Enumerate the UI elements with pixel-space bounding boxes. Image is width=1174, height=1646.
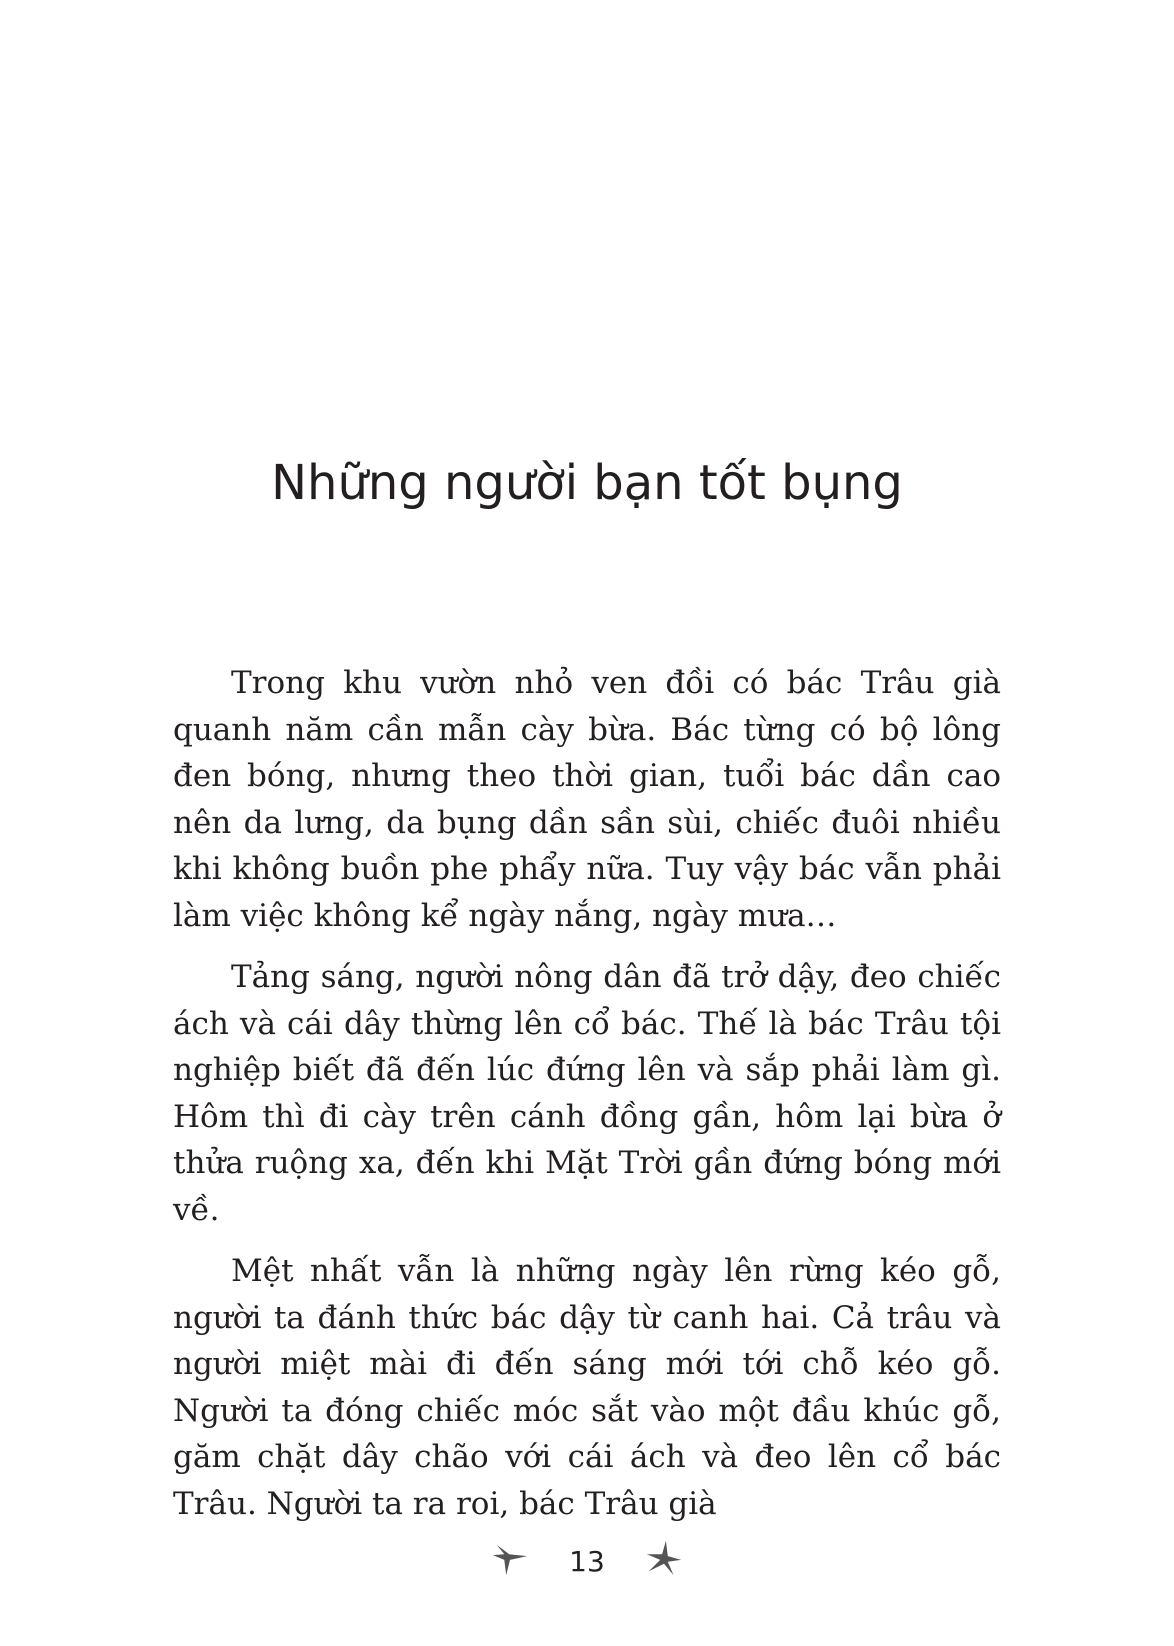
- paragraph-3: Mệt nhất vẫn là những ngày lên rừng kéo gỗ, người ta đánh thức bác dậy từ canh hai. Cả trâu và người miệt mài đi đến sáng mới tới chỗ kéo gỗ. Người ta đóng chiếc móc sắt vào một đầu khúc gỗ, găm chặt dây chão với cái ách và đeo lên cổ bác Trâu. Người ta ra roi, bác Trâu già: [173, 1253, 1001, 1522]
- paragraph-1: Trong khu vườn nhỏ ven đồi có bác Trâu già quanh năm cần mẫn cày bừa. Bác từng có bộ lông đen bóng, nhưng theo thời gian, tuổi bác dần cao nên da lưng, da bụng dần sần sùi, chiếc đuôi nhiều khi không buồn phe phẩy nữa. Tuy vậy bác vẫn phải làm việc không kể ngày nắng, ngày mưa…: [173, 665, 1001, 934]
- chapter-title: Những người bạn tốt bụng: [271, 455, 903, 511]
- body-text: [173, 660, 1001, 1542]
- page-number: 13: [569, 1544, 605, 1578]
- paragraph-2: Tảng sáng, người nông dân đã trở dậy, đeo chiếc ách và cái dây thừng lên cổ bác. Thế là bác Trâu tội nghiệp biết đã đến lúc đứng lên và sắp phải làm gì. Hôm thì đi cày trên cánh đồng gần, hôm lại bừa ở thửa ruộng xa, đến khi Mặt Trời gần đứng bóng mới về.: [173, 959, 1001, 1228]
- star-icon: [491, 1539, 529, 1577]
- page-footer: [0, 1528, 1174, 1588]
- star-icon: [645, 1539, 683, 1577]
